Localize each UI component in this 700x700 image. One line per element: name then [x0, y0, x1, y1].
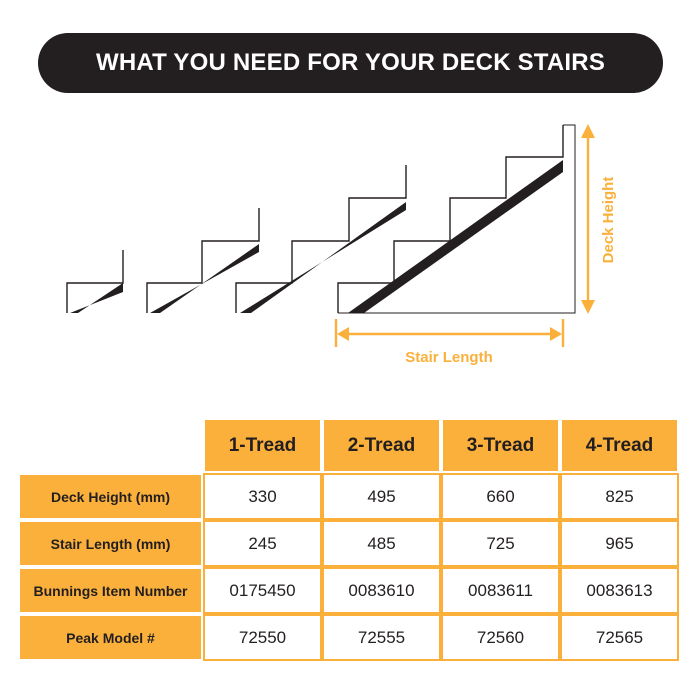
table-cell: 72550 [203, 614, 322, 661]
deck-height-label: Deck Height [600, 176, 617, 264]
table-cell: 485 [322, 520, 441, 567]
stair-diagram [0, 110, 700, 380]
table-cell: 72555 [322, 614, 441, 661]
table-cell: 72560 [441, 614, 560, 661]
table-row-deck-height [18, 473, 679, 520]
stair-length-label: Stair Length [405, 349, 493, 366]
stringer-1-tread [67, 250, 123, 313]
row-header-item-number: Bunnings Item Number [18, 567, 203, 614]
stringer-4-tread [338, 125, 575, 313]
table-cell: 0083610 [322, 567, 441, 614]
column-header-1-tread: 1-Tread [203, 418, 322, 473]
table-cell: 495 [322, 473, 441, 520]
column-header-3-tread: 3-Tread [441, 418, 560, 473]
table-cell: 330 [203, 473, 322, 520]
banner-title: WHAT YOU NEED FOR YOUR DECK STAIRS [95, 49, 606, 76]
stair-length-arrow [336, 319, 563, 347]
table-cell: 660 [441, 473, 560, 520]
row-header-stair-length: Stair Length (mm) [18, 520, 203, 567]
title-banner [38, 33, 663, 93]
stringer-2-tread [147, 208, 259, 313]
table-cell: 72565 [560, 614, 679, 661]
column-header-4-tread: 4-Tread [560, 418, 679, 473]
table-cell: 825 [560, 473, 679, 520]
column-header-2-tread: 2-Tread [322, 418, 441, 473]
table-cell: 725 [441, 520, 560, 567]
table-corner [18, 418, 203, 473]
table-cell: 965 [560, 520, 679, 567]
table-cell: 0175450 [203, 567, 322, 614]
table-row-stair-length [18, 520, 679, 567]
table-cell: 0083611 [441, 567, 560, 614]
specs-table [18, 418, 679, 661]
deck-height-arrow [581, 124, 595, 314]
table-header-row [18, 418, 679, 473]
table-row-item-number [18, 567, 679, 614]
table-cell: 245 [203, 520, 322, 567]
table-row-model-number [18, 614, 679, 661]
table-cell: 0083613 [560, 567, 679, 614]
row-header-deck-height: Deck Height (mm) [18, 473, 203, 520]
row-header-model-number: Peak Model # [18, 614, 203, 661]
